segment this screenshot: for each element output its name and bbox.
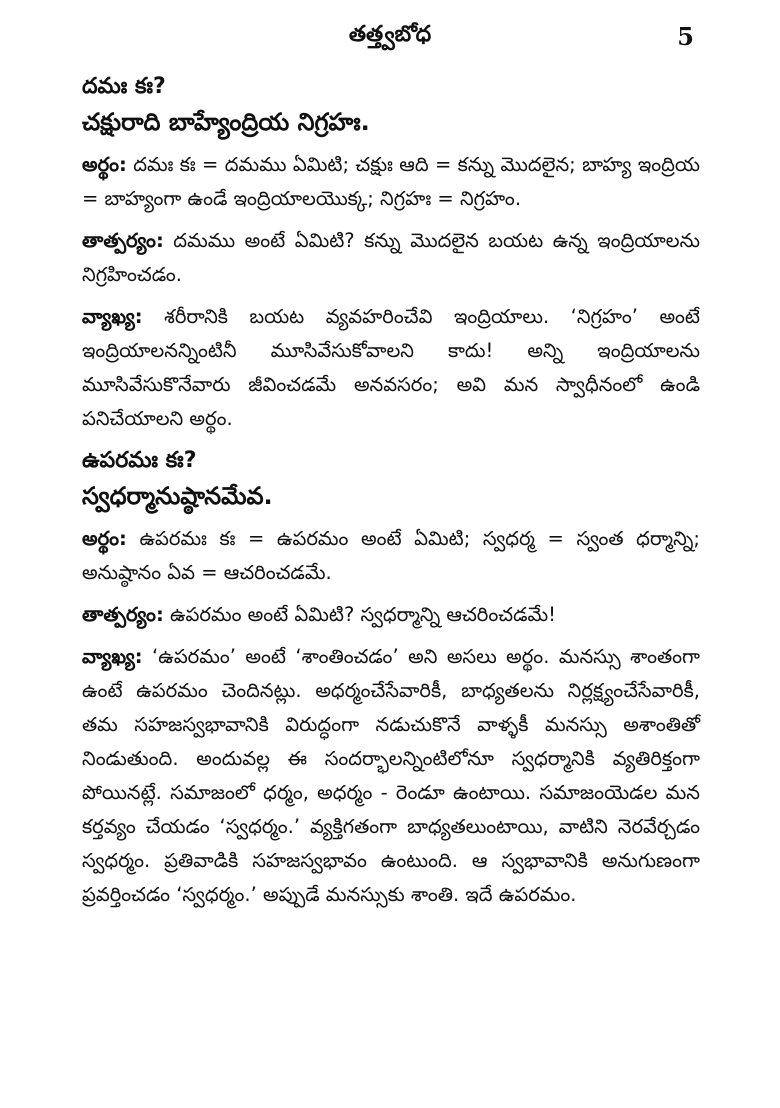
page-header [0,22,780,62]
sutra-text: చక్షురాది బాహ్యేంద్రియ నిగ్రహః. [82,108,370,136]
gist-label: తాత్పర్యం: [82,229,164,252]
commentary-label: వ్యాఖ్య: [82,305,143,328]
section-dama [82,70,700,436]
commentary-text: శరీరానికి బయట వ్యవహరించేవి ఇంద్రియాలు. ‘నిగ్రహం’ అంటే ఇంద్రియాలనన్నింటినీ మూసివేసుకోవాలని కాదు! అన్ని ఇంద్రియాలను మూసివేసుకొనేవారు జీవించడమే అనవసరం; అవి మన స్వాధీనంలో ఉండి పనిచేయాలని అర్థం. [82,305,700,430]
sutra-text: స్వధర్మానుష్ఠానమేవ. [82,482,273,510]
commentary-text: ‘ఉపరమం’ అంటే ‘శాంతించడం’ అని అసలు అర్థం. మనస్సు శాంతంగా ఉంటే ఉపరమం చెందినట్లు. అధర్మంచేసేవారికీ, బాధ్యతలను నిర్లక్ష్యంచేసేవారికీ, తమ సహజస్వభావానికి విరుద్ధంగా నడుచుకొనే వాళ్ళకీ మనస్సు అశాంతితో నిండుతుంది. అందువల్ల ఈ సందర్భాలన్నింటిలోనూ స్వధర్మానికి వ్యతిరిక్తంగా పోయినట్లే. సమాజంలో ధర్మం, అధర్మం - రెండూ ఉంటాయి. సమాజంయెడల మన కర్తవ్యం చేయడం ‘స్వధర్మం.’ వ్యక్తిగతంగా బాధ్యతలుంటాయి, వాటిని నెరవేర్చడం స్వధర్మం. ప్రతివాడికి సహజస్వభావం ఉంటుంది. ఆ స్వభావానికి అనుగుణంగా ప్రవర్తించడం ‘స్వధర్మం.’ అప్పుడే మనస్సుకు శాంతి. ఇదే ఉపరమం. [82,645,700,906]
meaning-text: దమః కః = దమము ఏమిటి; చక్షుః ఆది = కన్ను మొదలైన; బాహ్య ఇంద్రియ = బాహ్యంగా ఉండే ఇంద్రియాలయొక్క; నిగ్రహః = నిగ్రహం. [82,153,700,210]
meaning-label: అర్థం: [82,153,127,176]
gist-text: దమము అంటే ఏమిటి? కన్ను మొదలైన బయట ఉన్న ఇంద్రియాలను నిగ్రహించడం. [82,229,700,286]
question-heading: దమః కః? [82,74,166,99]
question-heading: ఉపరమః కః? [82,448,197,473]
meaning-text: ఉపరమః కః = ఉపరమం అంటే ఏమిటి; స్వధర్మ = స్వంత ధర్మాన్ని; అనుష్ఠానం ఏవ = ఆచరించడమే. [82,527,700,584]
page-number: 5 [677,22,694,51]
commentary-paragraph [82,640,700,912]
section-uparama [82,444,700,912]
page-body [82,70,700,920]
gist-label: తాత్పర్యం: [82,603,164,626]
meaning-paragraph [82,522,700,590]
meaning-label: అర్థం: [82,527,127,550]
gist-paragraph [82,598,700,632]
commentary-paragraph [82,300,700,436]
gist-text: ఉపరమం అంటే ఏమిటి? స్వధర్మాన్ని ఆచరించడమే! [163,603,556,626]
gist-paragraph [82,224,700,292]
meaning-paragraph [82,148,700,216]
running-title: తత్త్వబోధ [348,22,432,47]
commentary-label: వ్యాఖ్య: [82,645,143,668]
